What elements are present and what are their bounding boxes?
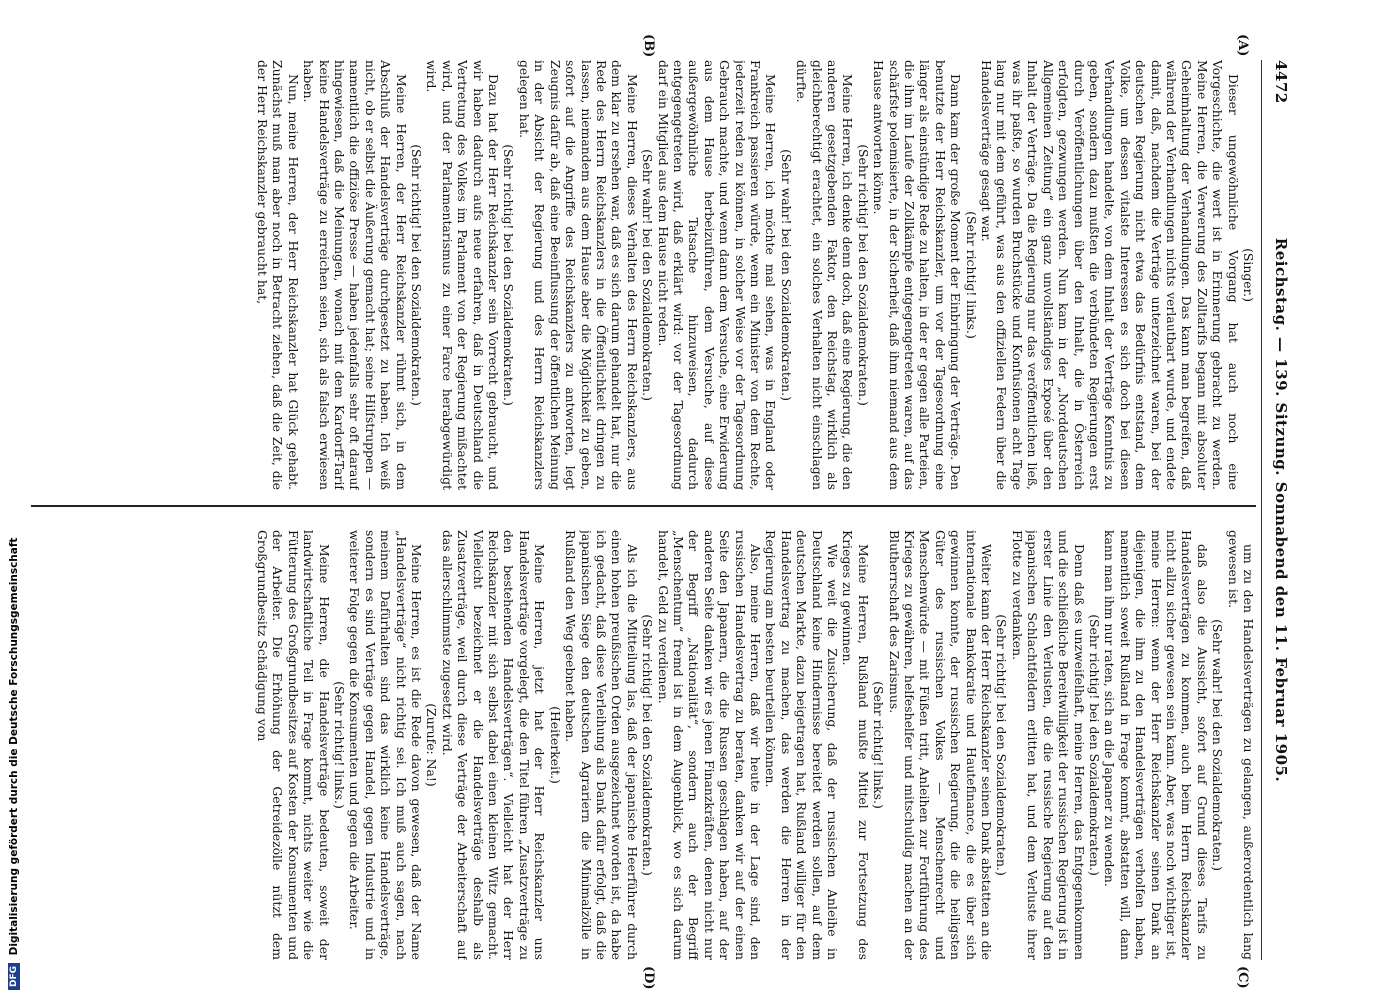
margin-mark-b: (B) [641,34,656,58]
header-rule [1261,60,1262,960]
paragraph: Meine Herren, Rußland mußte Mittel zur Fortsetzung des Krieges zu gewinnen. [840,530,871,960]
paragraph: (Sehr richtig! links.) [963,211,979,339]
right-column [31,530,1256,960]
column-divider [31,505,1256,507]
paragraph: Meine Herren, die Handelsverträge bedeuten, soweit der landwirtschaftliche Teil in Frage kommt, nichts weiter wie die Fütterung des Großgrundbesitzes auf Kosten der Konsumenten und der Arbeiter. Die Erhöhung der Getreidezölle nützt dem Großgrundbesitz Schädigung von [255,530,332,960]
paragraph: (Heiterkeit.) [547,706,563,784]
paragraph: (Sehr wahr! bei den Sozialdemokraten.) [1210,619,1226,871]
paragraph: (Sehr wahr! bei den Sozialdemokraten.) [778,149,794,401]
margin-mark-c: (C) [1235,966,1250,989]
paragraph: (Sehr richtig! bei den Sozialdemokraten.) [501,144,517,406]
paragraph: (Sehr richtig! bei den Sozialdemokraten.) [640,614,656,876]
paragraph: um zu den Handelsverträgen zu gelangen, außerordentlich lang gewesen ist. [1225,530,1256,960]
paragraph: Dann kam der große Moment der Einbringung der Verträge. Den benutzte der Herr Reichskanzler, um vor der Tagesordnung eine länger als einstündige Rede zu halten, in der er gegen alle Parteien, die ihm im Laufe der Zollkämpfe entgegengetreten waren, auf das schärfste polemisierte, in der Sicherheit, daß ihm niemand aus dem Hause antworten könne. [871,60,964,490]
paragraph: Weiter kann der Herr Reichskanzler seinen Dank abstatten an die internationale Bankokratie und Hautefinance, die es über sich gewinnen konnte, der russischen Regierung, die die heiligsten Güter des russischen Volkes — Menschenrecht und Menschenwürde — mit Füßen tritt, Anleihen zur Fortführung des Krieges zu gewähren, helfeshelfer und mitschuldig machen an der Blutherrschaft des Zarismus. [886,530,995,960]
paragraph: Also, meine Herren, daß wir heute in der Lage sind, den russischen Handelsvertrag zu beraten, danken wir auf der einen Seite den Japanern, die die Russen geschlagen haben, auf der anderen Seite danken wir es jenen Finanzkräften, denen nicht nur der Begriff „Nationalität“, sondern auch der Begriff „Menschentum“ fremd ist in dem Augenblick, wo es sich darum handelt, Geld zu verdienen. [655,530,763,960]
paragraph: (Sehr richtig! bei den Sozialdemokraten.) [994,614,1010,876]
paragraph: (Zurufe: Na!) [424,703,440,787]
paragraph: (Sehr richtig! bei den Sozialdemokraten.) [1086,614,1102,876]
paragraph: (Sehr richtig! links.) [871,681,887,809]
paragraph: daß also die Aussicht, sofort auf Grund dieses Tarifs zu Handelsverträgen zu kommen, auch beim Herrn Reichskanzler nicht allzu sicher gewesen sein kann. Aber, was noch wichtiger ist, meine Herren: wenn der Herr Reichskanzler seinen Dank an diejenigen, die ihm zu den Handelsverträgen verholfen haben, namentlich soweit Rußland in Frage kommt, abstatten will, dann kann man ihm nur raten, sich an die Japaner zu wenden. [1102,530,1210,960]
paragraph: Denn daß es unzweifelhaft, meine Herren, das Entgegenkommen und die schließliche Bereitwilligkeit der russischen Regierung ist in erster Linie den Verlusten, die die russische Regierung auf den japanischen Schlachtfeldern erlitten hat, und dem Verluste ihrer Flotte zu verdanken. [1009,530,1087,960]
paragraph: Meine Herren, ich denke denn doch, daß eine Regierung, die den anderen gesetzgebenden Faktor, den Reichstag, wirklich als gleichberechtigt erachtet, ein solches Verhalten nicht einschlagen dürfte. [794,60,856,490]
paragraph: Wie weit die Zusicherung, daß der russischen Anleihe in Deutschland keine Hindernisse bereitet werden sollen, auf dem deutschen Markte, dazu beigetragen hat, Rußland williger für den Handelsvertrag zu machen, das werden die Herren in der Regierung am besten beurteilen können. [763,530,841,960]
paragraph: Dieser ungewöhnliche Vorgang hat auch noch eine Vorgeschichte, die wert ist in Erinnerung gebracht zu werden. Meine Herren, die Verwerung des Zolltarifs begann mit absoluter Geheimhaltung der Verhandlungen. Das kann man begreifen, daß während der Verhandlungen nichts verlautbart wurde, und endete damit, daß, nachdem die Verträge unterzeichnet waren, bei der deutschen Regierung nicht etwa das Bedürfnis entstand, dem Volke, um dessen vitalste Interessen es sich doch bei diesen Verhandlungen handelte, von dem Inhalt der Verträge Kenntnis zu geben, sondern dazu mußten die verbündeten Regierungen erst durch Veröffentlichungen über den Inhalt, die in Österreich erfolgten, gezwungen werden. Nun kam in der „Norddeutschen Allgemeinen Zeitung“ ein ganz unvollständiges Exposé über den Inhalt der Verträge. Da die Regierung nur das veröffentlichen ließ, was ihr paßte, so wurden Bruchstücke und Konfusionen acht Tage lang nur mit dem geführt, was aus den offiziellen Federn über die Handelsverträge gesagt war. [979,60,1241,490]
paragraph: Meine Herren, es ist die Rede davon gewesen, daß der Name „Handelsverträge“ nicht richtig sei. Ich muß auch sagen, nach meinem Dafürhalten sind das wirklich keine Handelsverträge, sondern es sind Verträge gegen Handel, gegen Industrie und in weiterer Folge gegen die Konsumenten und gegen die Arbeiter. [347,530,425,960]
paragraph: (Sehr richtig! bei den Sozialdemokraten.) [409,144,425,406]
page-header [1260,60,1290,960]
paragraph: (Sehr wahr! bei den Sozialdemokraten.) [640,149,656,401]
footer-text: Digitalisierung gefördert durch die Deutsche Forschungsgemeinschaft [8,537,20,956]
page-number: 4472 [1272,60,1290,104]
page-title: Reichstag. — 139. Sitzung. Sonnabend den 11. Februar 1905. [1272,237,1290,783]
document-page [18,0,1328,1000]
paragraph: Nun, meine Herren, der Herr Reichskanzler hat Glück gehabt. Zunächst muß man aber noch in Betracht ziehen, daß die Zeit, die der Herr Reichskanzler gebraucht hat, [255,60,301,490]
left-column [31,60,1256,490]
paragraph: (Sehr richtig! bei den Sozialdemokraten.) [855,144,871,406]
paragraph: Meine Herren, ich möchte mal sehen, was in England oder Frankreich passieren würde, wenn ein Minister von dem Rechte, jederzeit reden zu können, in solcher Weise vor der Tagesordnung Gebrauch machte, und wenn dann dem Versuche, eine Erwiderung aus dem Hause herbeizuführen, dem Versuche, auf diese außergewöhnliche Tatsache hinzuweisen, dadurch entgegengetreten wird, daß erklärt wird: vor der Tagesordnung darf ein Mitglied aus dem Hause nicht reden. [655,60,779,490]
paragraph: Meine Herren, dieses Verhalten des Herrn Reichskanzlers, aus dem klar zu ersehen war, daß es sich darum gehandelt hat, nur die Rede des Herrn Reichskanzlers in die Öffentlichkeit dringen zu lassen, niemandem aus dem Hause aber die Möglichkeit zu geben, sofort auf die Angriffe des Reichskanzlers zu antworten, legt Zeugnis dafür ab, daß eine Beeinflussung der öffentlichen Meinung in der Absicht der Regierung und des Herrn Reichskanzlers gelegen hat. [516,60,640,490]
margin-mark-d: (D) [641,966,656,990]
margin-mark-a: (A) [1235,34,1250,57]
footer-credit [8,0,28,990]
paragraph: Meine Herren, jetzt hat der Herr Reichskanzler uns Handelsverträge vorgelegt, die den Titel führen „Zusatzverträge zu den bestehenden Handelsverträgen“. Vielleicht hat der Herr Reichskanzler mit sich selbst dabei einen kleinen Witz gemacht. Vielleicht bezeichnet er die Handelsverträge deshalb als Zusatzverträge, weil durch diese Verträge der Arbeiterschaft auf das allerschlimmste zugesetzt wird. [439,530,548,960]
paragraph: (Sehr richtig! links.) [332,681,348,809]
paragraph: (Singer.) [1241,248,1256,302]
dfg-logo: DFG [8,963,20,990]
paragraph: Meine Herren, der Herr Reichskanzler rühmt sich, in dem Abschluß der Handelsverträge durchgesetzt zu haben. Ich weiß nicht, ob er selbst die Äußerung gemacht hat; seine Hilfstruppen — namentlich die offiziöse Presse — haben jedenfalls sehr oft darauf hingewiesen, daß die Meinungen, wonach mit dem Kardorff-Tarif keine Handelsverträge zu erreichen seien, sich als falsch erwiesen haben. [301,60,409,490]
paragraph: Als ich die Mitteilung las, daß der japanische Heerführer durch einen hohen preußischen Orden ausgezeichnet worden ist, da habe ich gedacht, daß diese Verleihung als Dank dafür erfolgt, daß die japanischen Siege den deutschen Agrariern die Minimalzölle in Rußland den Weg geebnet haben. [563,530,640,960]
paragraph: Dazu hat der Herr Reichskanzler sein Vorrecht gebraucht, und wir haben dadurch aufs neue erfahren, daß in Deutschland die Vertretung des Volkes im Parlament von der Regierung mißachtet wird, und der Parlamentarismus zu einer Farce herabgewürdigt wird. [424,60,502,490]
